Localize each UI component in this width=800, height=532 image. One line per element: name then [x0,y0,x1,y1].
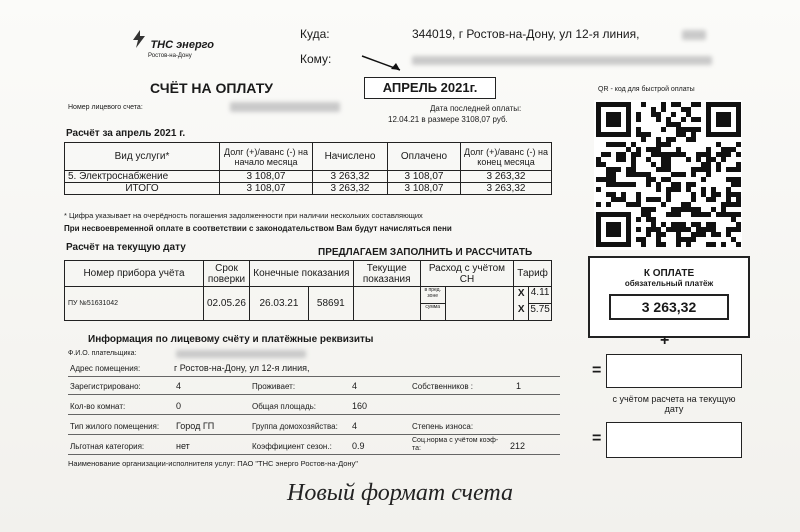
type-value: Город ГП [176,421,215,431]
current-reading-input[interactable] [353,287,420,321]
calc-row [65,183,552,195]
tariff-1: 4.11 [529,287,551,304]
fio-redacted [176,350,306,358]
info-row-rooms [68,400,560,415]
info-row-benefit [68,437,560,455]
caption: Новый формат счета [287,480,513,506]
rooms-label: Кол-во комнат: [70,402,126,411]
to-value-redacted [682,30,706,40]
registered-label: Зарегистрировано: [70,382,141,391]
area-value: 160 [352,401,368,411]
calc-cell: 3 263,32 [313,171,388,183]
multiply-sign: X [517,303,525,315]
calc-header: Долг (+)/аванс (-) на конец месяца [461,143,552,171]
logo-sub: Ростов-на-Дону [148,53,192,59]
qr-code [594,100,742,250]
calc-header: Вид услуги* [65,143,220,171]
payment-amount: 3 263,32 [609,294,729,320]
norm-value: 212 [510,441,526,451]
meter-number: ПУ №51631042 [65,287,204,321]
current-header: Тариф [514,261,552,287]
group-value: 4 [352,421,358,431]
rooms-value: 0 [176,401,182,411]
equals-sign-1: = [592,362,602,379]
info-title: Информация по лицевому счёту и платёжные реквизиты [88,334,374,345]
consumption-input[interactable] [445,287,514,321]
calc-row [65,171,552,183]
to-label: Куда: [300,27,330,41]
living-value: 4 [352,381,358,391]
current-header: Расход с учётом СН [420,261,514,287]
calc-cell: 3 263,32 [461,171,552,183]
calc-header: Долг (+)/аванс (-) на начало месяца [220,143,313,171]
last-payment-value: 12.04.21 в размере 3108,07 руб. [388,115,508,124]
multiply-sign: X [517,287,525,299]
qr-label: QR - код для быстрой оплаты [598,86,695,93]
payment-label-2: обязательный платёж [624,279,714,288]
calc-cell: 3 263,32 [313,183,388,195]
calc-cell: ИТОГО [65,183,220,195]
current-header: Конечные показания [249,261,353,287]
current-offer: ПРЕДЛАГАЕМ ЗАПОЛНИТЬ И РАССЧИТАТЬ [318,247,533,258]
logo [132,30,214,59]
owners-value: 1 [516,381,522,391]
current-header: Срок поверки [204,261,250,287]
calc-cell: 3 108,07 [220,171,313,183]
whom-value-redacted [412,56,712,65]
arrow-icon [360,54,404,79]
equals-sign-2: = [592,430,602,447]
address-label: Адрес помещения: [70,364,141,373]
zone-2: сумма [425,304,440,310]
area-label: Общая площадь: [252,402,317,411]
whom-label: Кому: [300,52,332,66]
living-label: Проживает: [252,382,296,391]
plus-sign: + [660,332,670,349]
group-label: Группа домохозяйства: [252,422,338,431]
season-label: Коэффициент сезон.: [252,442,332,451]
current-header: Номер прибора учёта [65,261,204,287]
bill-period: АПРЕЛЬ 2021г. [364,77,496,99]
payment-box [588,256,750,338]
calc-cell: 5. Электроснабжение [65,171,220,183]
season-value: 0.9 [352,441,365,451]
to-value: 344019, г Ростов-на-Дону, ул 12-я линия, [412,27,640,41]
current-row [65,287,552,321]
current-header: Текущие показания [353,261,420,287]
benefit-value: нет [176,441,190,451]
verify-date: 02.05.26 [204,287,250,321]
zone-1: в пред. зоне [421,287,445,304]
calc-header: Начислено [313,143,388,171]
calc-table [64,142,552,195]
current-title: Расчёт на текущую дату [66,242,186,253]
org-name: Наименование организации-исполнителя услуг: ПАО "ТНС энерго Ростов-на-Дону" [68,459,358,468]
current-table [64,260,552,321]
user-sum-box[interactable] [606,354,742,388]
fio-label: Ф.И.О. плательщика: [68,350,137,357]
address-value: г Ростов-на-Дону, ул 12-я линия, [174,363,310,373]
benefit-label: Льготная категория: [70,442,145,451]
lightning-icon [132,30,146,48]
calc-title: Расчёт за апрель 2021 г. [66,128,186,139]
calc-cell: 3 263,32 [461,183,552,195]
account-label: Номер лицевого счета: [68,104,143,111]
logo-brand: ТНС энерго [150,39,214,51]
calc-cell: 3 108,07 [388,171,461,183]
calc-note-1: * Цифра указывает на очерёдность погашения задолженности при наличии нескольких составляющих [64,211,423,220]
info-row-registered [68,380,560,395]
total-with-calc-box[interactable] [606,422,742,458]
info-row-type [68,420,560,435]
calc-cell: 3 108,07 [220,183,313,195]
owners-label: Собственников : [412,382,474,391]
norm-label: Соц.норма с учётом коэф-та: [412,437,499,452]
calc-header: Оплачено [388,143,461,171]
wear-label: Степень износа: [412,422,474,431]
payment-label-1: К ОПЛАТЕ [643,268,695,279]
calc-cell: 3 108,07 [388,183,461,195]
type-label: Тип жилого помещения: [70,422,160,431]
last-payment-label: Дата последней оплаты: [430,104,522,113]
bill-title: СЧЁТ НА ОПЛАТУ [150,80,273,96]
account-value-redacted [230,102,340,112]
registered-value: 4 [176,381,182,391]
calc-note-2: При несвоевременной оплате в соответствии с законодательством Вам будут начисляться пени [64,224,452,233]
with-calc-label: с учётом расчета на текущую дату [612,394,736,414]
info-row-address [68,362,560,377]
tariff-2: 5.75 [530,304,550,315]
reading-date: 26.03.21 [249,287,308,321]
reading-value: 58691 [308,287,353,321]
